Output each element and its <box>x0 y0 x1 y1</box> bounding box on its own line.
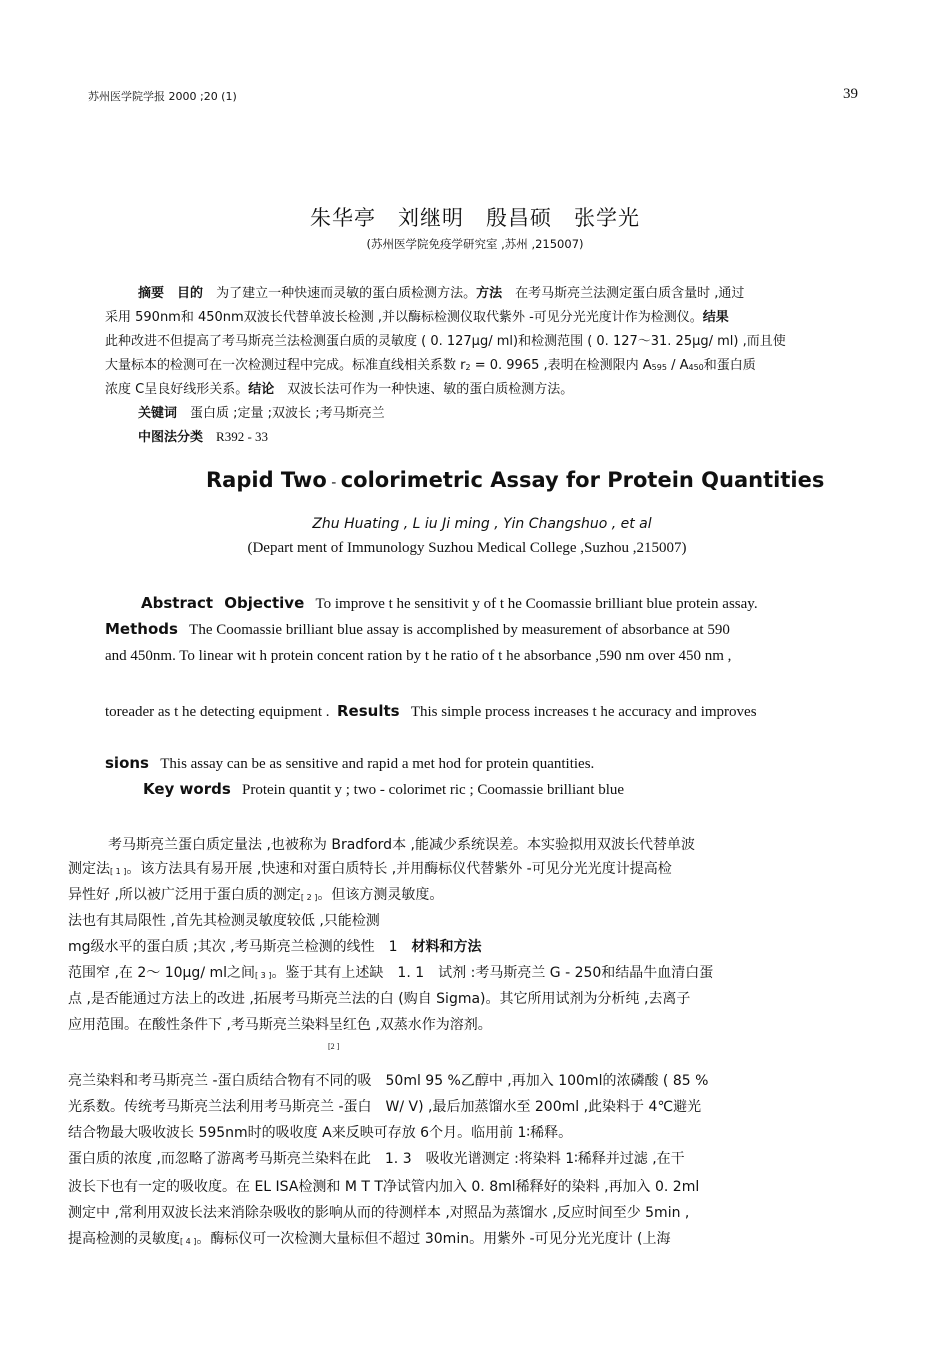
section-heading-materials-methods: 材料和方法 <box>411 939 482 955</box>
en-abstract-line-2 <box>105 620 730 639</box>
cn-classification-label: 中图法分类 <box>138 430 204 445</box>
cn-abstract-text-4c: / A <box>666 358 689 373</box>
en-title-part-1: Rapid Two <box>206 468 327 492</box>
cn-conclusion-label: 结论 <box>248 382 275 397</box>
en-results-text: This simple process increases t he accuracy and improves <box>410 704 757 720</box>
en-keywords <box>143 780 624 799</box>
cn-abstract-text-5a: 浓度 C呈良好线形关系。 <box>105 382 249 397</box>
body-text-2b: 。该方法具有易开展 ,快速和对蛋白质特长 ,并用酶标仪代替紫外 -可见分光光度计提高检 <box>126 861 672 877</box>
body-text-3b: 。但该方测灵敏度。 <box>317 887 444 903</box>
cn-classification <box>138 426 268 445</box>
body-text-6a: 范围窄 ,在 2～ 10μg/ ml之间 <box>68 965 256 981</box>
cn-abstract-text-4a: 大量标本的检测可在一次检测过程中完成。标准直线相关系数 r <box>105 358 466 373</box>
en-title-dash: - <box>326 475 341 491</box>
cn-result-label: 结果 <box>702 310 729 325</box>
en-abstract-line-5 <box>105 754 594 773</box>
cn-keywords-label: 关键词 <box>138 406 178 421</box>
en-results-label: Results <box>337 702 400 720</box>
body-line-1: 考马斯亮兰蛋白质定量法 ,也被称为 Bradford本 ,能减少系统误差。本实验拟用双波长代替单波 <box>108 837 695 853</box>
body-line-5 <box>68 936 482 956</box>
body-line-13: 波长下也有一定的吸收度。在 EL ISA检测和 M T T净试管内加入 0. 8ml稀释好的染料 ,再加入 0. 2ml <box>68 1179 700 1195</box>
cn-conclusion-text: 双波长法可作为一种快速、敏的蛋白质检测方法。 <box>287 382 574 397</box>
cn-abstract-line-4 <box>105 354 756 373</box>
cn-objective-label: 目的 <box>177 286 204 301</box>
citation-3: [ 3 ] <box>255 971 272 980</box>
en-abstract-line-1 <box>141 594 758 613</box>
cn-abstract-line-3: 此种改进不但提高了考马斯亮兰法检测蛋白质的灵敏度 ( 0. 127μg/ ml)和检测范围 ( 0. 127～31. 25μg/ ml) ,而且使 <box>105 334 786 349</box>
body-text-5a: mg级水平的蛋白质 ;其次 ,考马斯亮兰检测的线性 1 <box>68 939 412 955</box>
en-objective-label: Objective <box>224 594 305 612</box>
cn-abstract-label: 摘要 <box>138 286 165 301</box>
cn-abstract-line-1 <box>138 282 744 301</box>
en-methods-label: Methods <box>105 620 178 638</box>
body-line-11: 结合物最大吸收波长 595nm时的吸收度 A来反映可存放 6个月。临用前 1∶稀释。 <box>68 1125 573 1141</box>
cn-r-subscript: 2 <box>465 363 471 372</box>
en-objective-text: To improve t he sensitivit y of t he Coomassie brilliant blue protein assay. <box>315 596 758 612</box>
en-abstract-line-4 <box>105 702 757 721</box>
en-conclusions-text: This assay can be as sensitive and rapid a met hod for protein quantities. <box>160 756 595 772</box>
cn-method-text: 在考马斯亮兰法测定蛋白质含量时 ,通过 <box>515 286 745 301</box>
body-line-3 <box>68 884 443 904</box>
body-line-8: 应用范围。在酸性条件下 ,考马斯亮兰染料呈红色 ,双蒸水作为溶剂。 <box>68 1017 492 1033</box>
en-keywords-label: Key words <box>143 780 231 798</box>
cn-abstract-text-2: 采用 590nm和 450nm双波长代替单波长检测 ,并以酶标检测仪取代紫外 -可见分光光度计作为检测仪。 <box>105 310 703 325</box>
journal-header: 苏州医学院学报 2000 ;20 (1) <box>88 90 237 103</box>
en-title-part-2: colorimetric Assay for Protein Quantities <box>340 468 825 492</box>
cn-keywords <box>138 402 385 421</box>
en-keywords-text: Protein quantit y ; two - colorimet ric ; Coomassie brilliant blue <box>242 782 625 798</box>
cn-affiliation: (苏州医学院免疫学研究室 ,苏州 ,215007) <box>366 237 584 251</box>
body-text-2a: 测定法 <box>68 861 110 877</box>
en-methods-text-2: toreader as t he detecting equipment . <box>105 704 330 720</box>
body-line-10: 光系数。传统考马斯亮兰法利用考马斯亮兰 -蛋白 W/ V) ,最后加蒸馏水至 200ml ,此染料于 4℃避光 <box>68 1099 702 1115</box>
en-authors: Zhu Huating , L iu Ji ming , Yin Changshuo , et al <box>312 516 652 532</box>
body-line-6 <box>68 962 713 982</box>
cn-abstract-text-4b: = 0. 9965 ,表明在检测限内 A <box>470 358 652 373</box>
cn-objective-text: 为了建立一种快速而灵敏的蛋白质检测方法。 <box>216 286 477 301</box>
en-abstract-label: Abstract <box>141 594 214 612</box>
body-line-2 <box>68 858 672 878</box>
body-line-9: 亮兰染料和考马斯亮兰 -蛋白质结合物有不同的吸 50ml 95 %乙醇中 ,再加入 100ml的浓磷酸 ( 85 % <box>68 1073 709 1089</box>
body-text-15a: 提高检测的灵敏度 <box>68 1231 180 1247</box>
body-text-15b: 。酶标仪可一次检测大量标但不超过 30min。用紫外 -可见分光光度计 (上海 <box>196 1231 671 1247</box>
citation-2: [ 2 ] <box>300 893 318 902</box>
en-abstract-line-3: and 450nm. To linear wit h protein concent ration by t he ratio of t he absorbance ,590 nm over 450 nm , <box>105 648 732 664</box>
body-line-14: 测定中 ,常利用双波长法来消除杂吸收的影响从而的待测样本 ,对照品为蒸馏水 ,反应时间至少 5min , <box>68 1205 690 1221</box>
cn-keywords-text: 蛋白质 ;定量 ;双波长 ;考马斯亮兰 <box>190 406 385 421</box>
cn-abstract-line-5 <box>105 378 573 397</box>
cn-classification-code: R392 - 33 <box>216 429 269 444</box>
cn-a595-subscript: 595 <box>651 363 667 372</box>
body-text-3a: 异性好 ,所以被广泛用于蛋白质的测定 <box>68 887 301 903</box>
body-text-6b: 。鉴于其有上述缺 1. 1 试剂 :考马斯亮兰 G - 250和结晶牛血清白蛋 <box>271 965 714 981</box>
cn-method-label: 方法 <box>476 286 503 301</box>
body-line-15 <box>68 1228 671 1248</box>
cn-abstract-line-2 <box>105 306 729 325</box>
en-conclusions-label: sions <box>105 754 149 772</box>
en-title <box>206 468 824 492</box>
en-affiliation: (Depart ment of Immunology Suzhou Medical College ,Suzhou ,215007) <box>247 540 687 556</box>
citation-4: [ 4 ] <box>180 1237 197 1246</box>
cn-abstract-text-4d: 和蛋白质 <box>703 358 756 373</box>
en-methods-text-1: The Coomassie brilliant blue assay is accomplished by measurement of absorbance at 590 <box>189 622 730 638</box>
cn-a450-subscript: 450 <box>688 363 704 372</box>
body-line-7: 点 ,是否能通过方法上的改进 ,拓展考马斯亮兰法的白 (购自 Sigma)。其它所用试剂为分析纯 ,去离子 <box>68 991 691 1007</box>
citation-floating: [2 ] <box>328 1042 340 1051</box>
cn-authors: 朱华亭 刘继明 殷昌硕 张学光 <box>310 206 640 230</box>
body-line-4: 法也有其局限性 ,首先其检测灵敏度较低 ,只能检测 <box>68 913 380 929</box>
body-line-12: 蛋白质的浓度 ,而忽略了游离考马斯亮兰染料在此 1. 3 吸收光谱测定 :将染料 1∶稀释并过滤 ,在干 <box>68 1151 685 1167</box>
page-number: 39 <box>843 86 858 102</box>
citation-1: [ 1 ] <box>110 867 127 876</box>
